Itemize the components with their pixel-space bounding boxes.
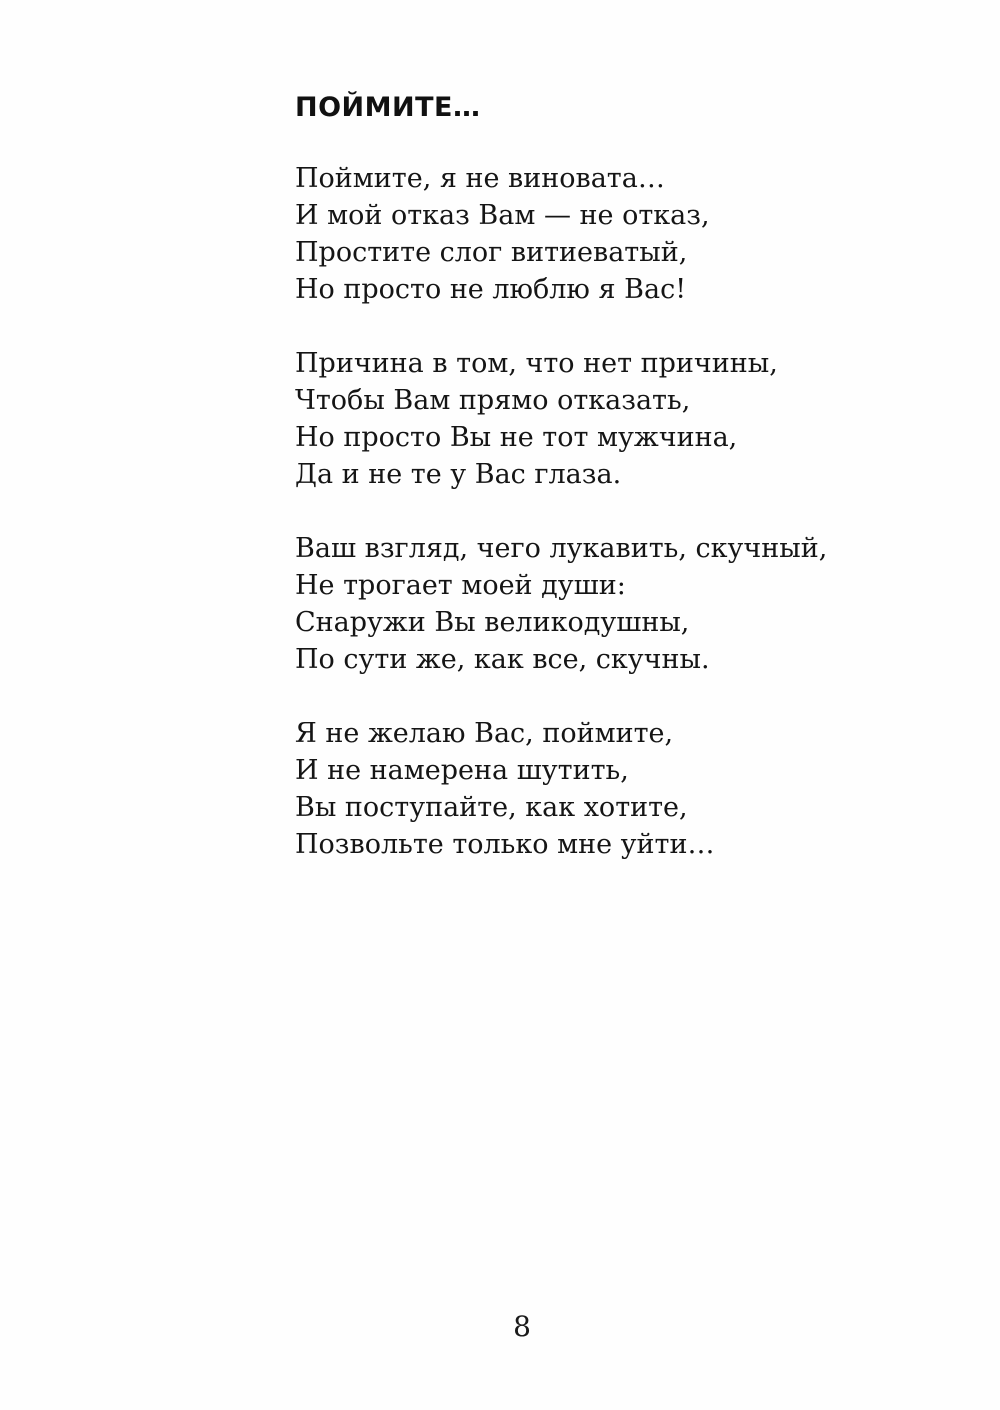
poem-line: Но просто Вы не тот мужчина, <box>295 422 738 453</box>
poem-line: Простите слог витиеватый, <box>295 237 688 268</box>
poem-line: Чтобы Вам прямо отказать, <box>295 385 691 416</box>
poem-line: Я не желаю Вас, поймите, <box>295 718 674 749</box>
poem-line: Вы поступайте, как хотите, <box>295 792 688 823</box>
poem-line: Поймите, я не виновата… <box>295 163 665 194</box>
poem-line: Причина в том, что нет причины, <box>295 348 778 379</box>
poem-line: Да и не те у Вас глаза. <box>295 459 622 490</box>
poem-line: Позвольте только мне уйти… <box>295 829 715 860</box>
stanza-2 <box>295 345 935 493</box>
poem-line: Снаружи Вы великодушны, <box>295 607 690 638</box>
poem-title: ПОЙМИТЕ… <box>295 92 481 123</box>
poem-line: Не трогает моей души: <box>295 570 626 601</box>
poem-line: Но просто не люблю я Вас! <box>295 274 687 305</box>
poem-body <box>295 160 935 900</box>
page-number: 8 <box>513 1310 531 1343</box>
poem-line: И мой отказ Вам — не отказ, <box>295 200 710 231</box>
stanza-4 <box>295 715 935 863</box>
stanza-1 <box>295 160 935 308</box>
poem-line: Ваш взгляд, чего лукавить, скучный, <box>295 533 828 564</box>
poem-line: И не намерена шутить, <box>295 755 629 786</box>
stanza-3 <box>295 530 935 678</box>
poem-line: По сути же, как все, скучны. <box>295 644 710 675</box>
